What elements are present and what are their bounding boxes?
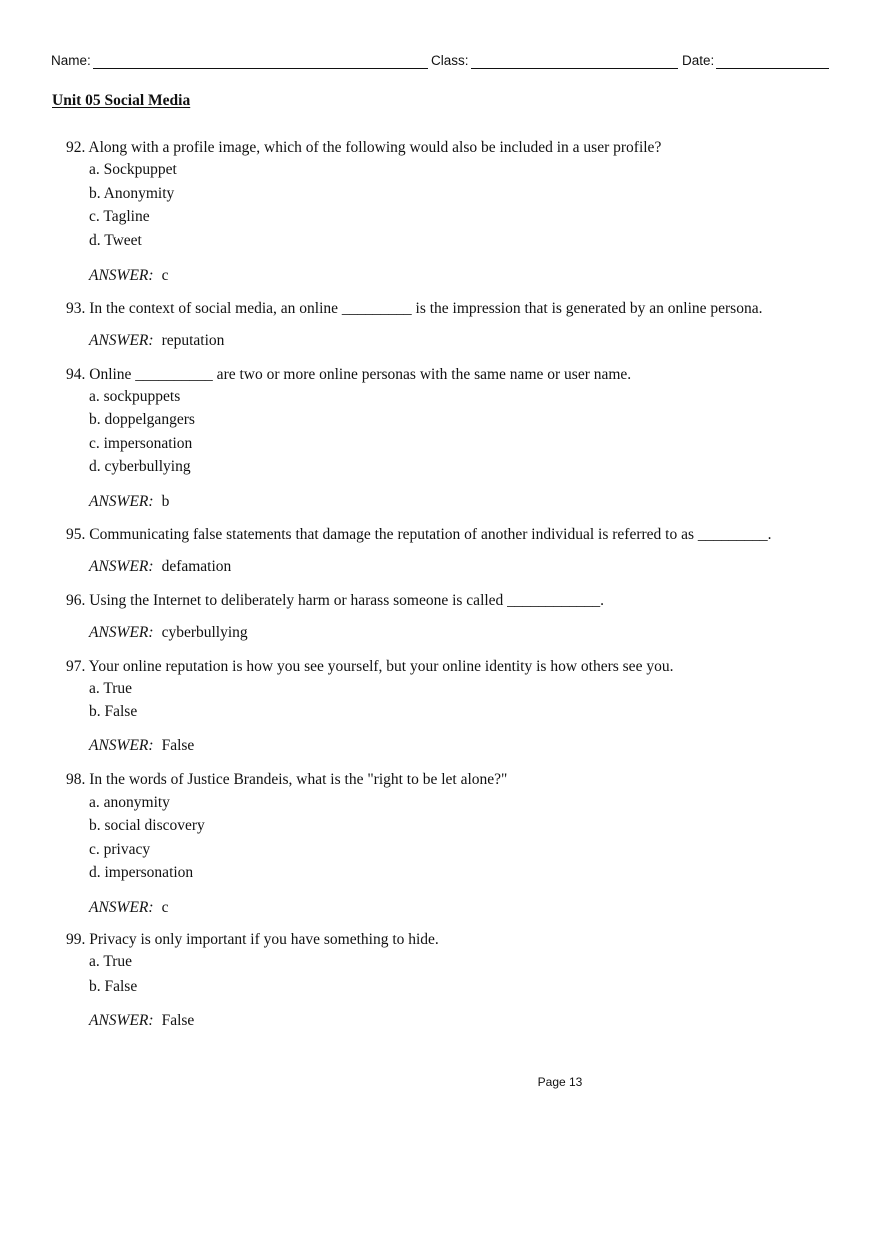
answer-value: b (161, 493, 170, 510)
answer-value: False (161, 737, 195, 754)
answer-line (89, 493, 169, 511)
answer-label: ANSWER: (89, 267, 154, 284)
answer-label: ANSWER: (89, 493, 154, 510)
answer-label: ANSWER: (89, 1012, 154, 1029)
answer-label: ANSWER: (89, 558, 154, 575)
answer-line (89, 624, 248, 642)
answer-value: cyberbullying (161, 624, 248, 641)
answer-value: c (161, 267, 169, 284)
answer-label: ANSWER: (89, 332, 154, 349)
name-blank-line (93, 68, 428, 69)
answer-value: reputation (161, 332, 225, 349)
student-info-header (51, 53, 829, 71)
answer-line (89, 267, 168, 285)
answer-option: b. False (89, 703, 138, 720)
answer-label: ANSWER: (89, 737, 154, 754)
answer-option: b. doppelgangers (89, 411, 195, 428)
answer-option: a. sockpuppets (89, 388, 181, 405)
answer-line (89, 558, 231, 576)
answer-value: defamation (161, 558, 232, 575)
question-stem: 98. In the words of Justice Brandeis, what is the "right to be let alone?" (66, 771, 508, 788)
question-stem: 99. Privacy is only important if you have something to hide. (66, 931, 439, 948)
answer-option: c. privacy (89, 841, 151, 858)
question-stem: 94. Online __________ are two or more online personas with the same name or user name. (66, 366, 632, 383)
class-blank-line (471, 68, 678, 69)
answer-option: d. impersonation (89, 864, 194, 881)
answer-option: c. impersonation (89, 435, 193, 452)
answer-option: a. anonymity (89, 794, 170, 811)
answer-label: ANSWER: (89, 624, 154, 641)
question-stem: 93. In the context of social media, an online _________ is the impression that is generated by an online persona. (66, 300, 763, 317)
answer-option: d. cyberbullying (89, 458, 191, 475)
question-stem: 97. Your online reputation is how you see yourself, but your online identity is how others see you. (66, 658, 674, 675)
unit-title: Unit 05 Social Media (52, 92, 191, 109)
answer-line (89, 332, 224, 350)
question-stem: 92. Along with a profile image, which of the following would also be included in a user profile? (66, 139, 662, 156)
question-stem: 95. Communicating false statements that damage the reputation of another individual is referred to as _________. (66, 526, 772, 543)
answer-option: a. Sockpuppet (89, 161, 177, 178)
answer-option: b. Anonymity (89, 185, 175, 202)
question-stem: 96. Using the Internet to deliberately harm or harass someone is called ____________. (66, 592, 605, 609)
answer-line (89, 737, 194, 755)
name-label: Name: (51, 53, 91, 68)
answer-option: d. Tweet (89, 232, 142, 249)
page-number: Page 13 (537, 1075, 583, 1089)
answer-option: a. True (89, 953, 133, 970)
answer-value: c (161, 899, 169, 916)
answer-option: a. True (89, 680, 133, 697)
date-label: Date: (682, 53, 715, 68)
class-label: Class: (431, 53, 469, 68)
answer-option: b. social discovery (89, 817, 205, 834)
date-blank-line (716, 68, 829, 69)
answer-option: c. Tagline (89, 208, 150, 225)
answer-line (89, 1012, 194, 1030)
answer-value: False (161, 1012, 195, 1029)
answer-label: ANSWER: (89, 899, 154, 916)
answer-line (89, 899, 168, 917)
answer-option: b. False (89, 978, 138, 995)
